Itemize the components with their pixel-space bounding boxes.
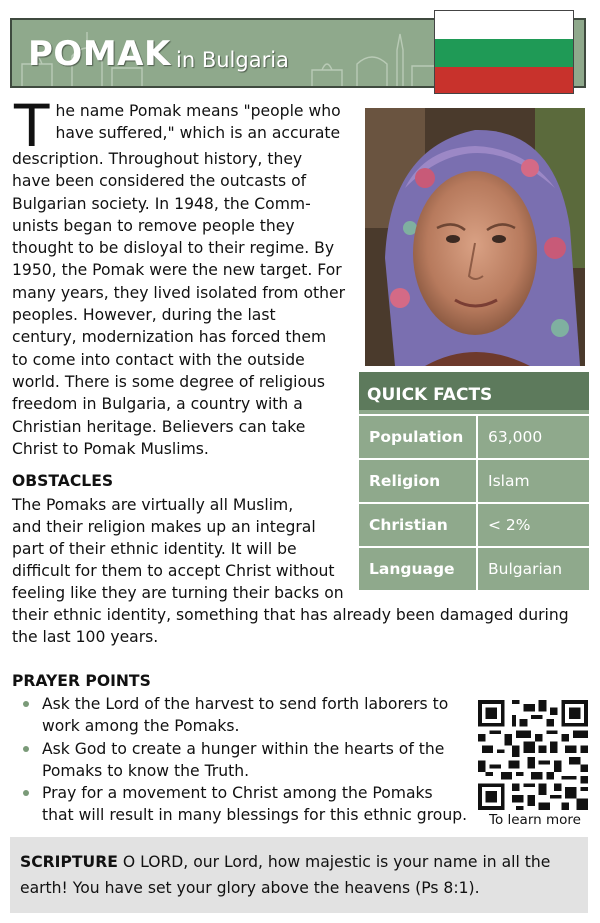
fact-row-language xyxy=(359,546,589,590)
qr-caption: To learn more xyxy=(489,812,581,828)
page-subtitle: in Bulgaria xyxy=(176,48,289,72)
intro-paragraph xyxy=(12,92,350,460)
intro-line: peoples. However, during the last xyxy=(12,306,276,325)
scripture-text: earth! You have set your glory above the heavens (Ps 8:1). xyxy=(20,879,480,897)
obstacles-line: feeling like they are turning their backs on xyxy=(12,584,344,602)
quick-facts-heading: QUICK FACTS xyxy=(359,372,589,410)
fact-value: Islam xyxy=(488,472,530,490)
fact-label: Population xyxy=(359,416,478,458)
prayer-point-line: that will result in many blessings for this ethnic group. xyxy=(42,806,468,824)
drop-cap: T xyxy=(14,92,50,160)
intro-line: thought to be disloyal to their regime. By xyxy=(12,239,335,258)
fact-row-population xyxy=(359,414,589,458)
intro-line: description. Throughout history, they xyxy=(12,150,303,168)
quick-facts-panel xyxy=(359,372,589,590)
intro-line: freedom in Bulgaria, a country with a xyxy=(12,395,303,414)
page-title: POMAK xyxy=(28,34,171,74)
bulgaria-flag-icon xyxy=(434,10,574,94)
intro-line: Bulgarian society. In 1948, the Comm- xyxy=(12,194,311,213)
obstacles-heading: OBSTACLES xyxy=(12,472,114,490)
woman-portrait-photo xyxy=(365,108,585,366)
fact-label: Christian xyxy=(359,504,478,546)
intro-line: Christ to Pomak Muslims. xyxy=(12,439,209,458)
intro-line: to come into contact with the outside xyxy=(12,350,305,369)
obstacles-line: the last 100 years. xyxy=(12,628,159,646)
prayer-points-heading: PRAYER POINTS xyxy=(12,672,151,690)
scripture-label: SCRIPTURE xyxy=(20,853,118,871)
intro-line: world. There is some degree of religious xyxy=(12,372,325,391)
bullet-dot-icon xyxy=(23,790,29,796)
prayer-point-line: Ask the Lord of the harvest to send forth laborers to xyxy=(42,695,449,713)
intro-line: unists began to remove people they xyxy=(12,216,295,235)
prayer-point-line: Ask God to create a hunger within the hearts of the xyxy=(42,740,445,758)
prayer-point-line: work among the Pomaks. xyxy=(42,717,240,735)
intro-line: century, modernization has forced them xyxy=(12,328,327,347)
prayer-point-line: Pomaks to know the Truth. xyxy=(42,762,250,780)
obstacles-line: part of their ethnic identity. It will be xyxy=(12,540,297,558)
obstacles-line: and their religion makes up an integral xyxy=(12,518,316,536)
scripture-box xyxy=(10,837,588,913)
qr-code-icon[interactable] xyxy=(478,700,588,810)
intro-line: 1950, the Pomak were the new target. For xyxy=(12,261,342,280)
intro-line: many years, they lived isolated from other xyxy=(12,283,345,302)
intro-line: have been considered the outcasts of xyxy=(12,172,307,191)
obstacles-line: difficult for them to accept Christ without xyxy=(12,562,335,580)
fact-label: Language xyxy=(359,548,478,590)
intro-line: Christian heritage. Believers can take xyxy=(12,417,306,436)
fact-row-religion xyxy=(359,458,589,502)
intro-line: he name Pomak means "people who xyxy=(55,102,341,120)
fact-value: < 2% xyxy=(488,516,531,534)
prayer-point-line: Pray for a movement to Christ among the Pomaks xyxy=(42,784,433,802)
fact-value: 63,000 xyxy=(488,428,543,446)
fact-label: Religion xyxy=(359,460,478,502)
fact-row-christian xyxy=(359,502,589,546)
scripture-text: O LORD, our Lord, how majestic is your name in all the xyxy=(117,853,551,871)
obstacles-line: The Pomaks are virtually all Muslim, xyxy=(12,496,294,514)
bullet-dot-icon xyxy=(23,701,29,707)
intro-line: have suffered," which is an accurate xyxy=(55,124,341,143)
obstacles-line: their ethnic identity, something that has already been damaged during xyxy=(12,606,569,624)
fact-value: Bulgarian xyxy=(488,560,563,578)
bullet-dot-icon xyxy=(23,746,29,752)
